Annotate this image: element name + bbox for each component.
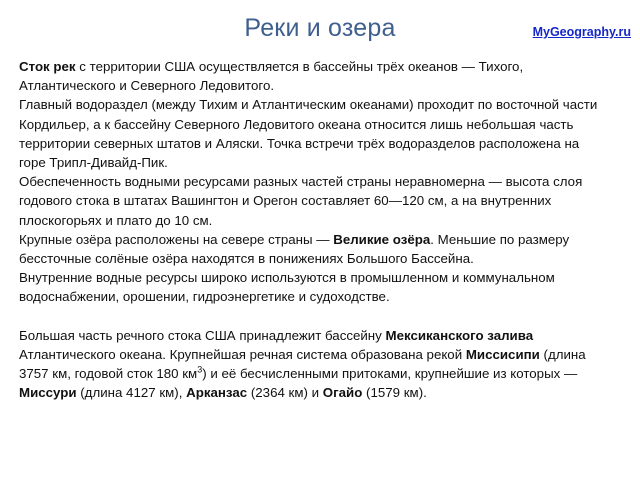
- paragraph-text: (длина 4127 км),: [76, 385, 187, 401]
- paragraph-text: Атлантического океана. Крупнейшая речная система образована рекой: [19, 346, 466, 362]
- superscript-cubed: 3: [197, 364, 203, 375]
- paragraph-watershed: Главный водораздел (между Тихим и Атлантическим океанами) проходит по восточной части Кордильер, а к бассейну Северного Ледовитого океана относится лишь небольшая часть территории северных штатов и Аляски. Точка встречи трёх водоразделов расположена на горе Трипл-Дивайд-Пик.: [19, 97, 598, 171]
- site-link[interactable]: MyGeography.ru: [532, 25, 631, 39]
- paragraph-text: . Меньшие по размеру бессточные солёные озёра находятся в понижениях Большого Бассейна.: [19, 231, 570, 267]
- paragraph-text: (1579 км).: [362, 385, 427, 401]
- paragraph-text: (длина 3757 км, годовой сток 180 км: [19, 346, 586, 382]
- term-great-lakes: Великие озёра: [333, 231, 431, 247]
- term-mississippi: Миссисипи: [465, 346, 540, 362]
- paragraph-water-use: Внутренние водные ресурсы широко используются в промышленном и коммунальном водоснабжении, орошении, гидроэнергетике и судоходстве.: [19, 270, 555, 305]
- slide-title: Реки и озера: [244, 14, 396, 42]
- paragraph-lakes: [19, 230, 609, 268]
- paragraph-text: (2364 км) и: [247, 385, 323, 401]
- slide-body: [19, 57, 609, 402]
- paragraph-text: Большая часть речного стока США принадлежит бассейну: [19, 327, 386, 343]
- paragraph-text: ) и её бесчисленными притоками, крупнейшие из которых —: [202, 366, 578, 382]
- paragraph-river-runoff: [19, 57, 609, 95]
- paragraph-water-supply: Обеспеченность водными ресурсами разных частей страны неравномерна — высота слоя годового стока в штатах Вашингтон и Орегон составляет 60—120 см, а на внутренних плоскогорьях и плато до 10 см.: [19, 174, 583, 228]
- paragraph-mississippi: [19, 326, 609, 403]
- paragraph-text: с территории США осуществляется в бассейны трёх океанов — Тихого, Атлантического и Северного Ледовитого.: [19, 59, 524, 94]
- term-river-runoff: Сток рек: [19, 59, 76, 74]
- term-gulf-of-mexico: Мексиканского залива: [385, 327, 534, 343]
- paragraph-text: Крупные озёра расположены на севере страны —: [19, 231, 334, 247]
- term-arkansas: Арканзас: [186, 385, 248, 401]
- paragraph-spacer: [19, 307, 609, 326]
- term-missouri: Миссури: [19, 385, 77, 401]
- term-ohio: Огайо: [322, 385, 363, 401]
